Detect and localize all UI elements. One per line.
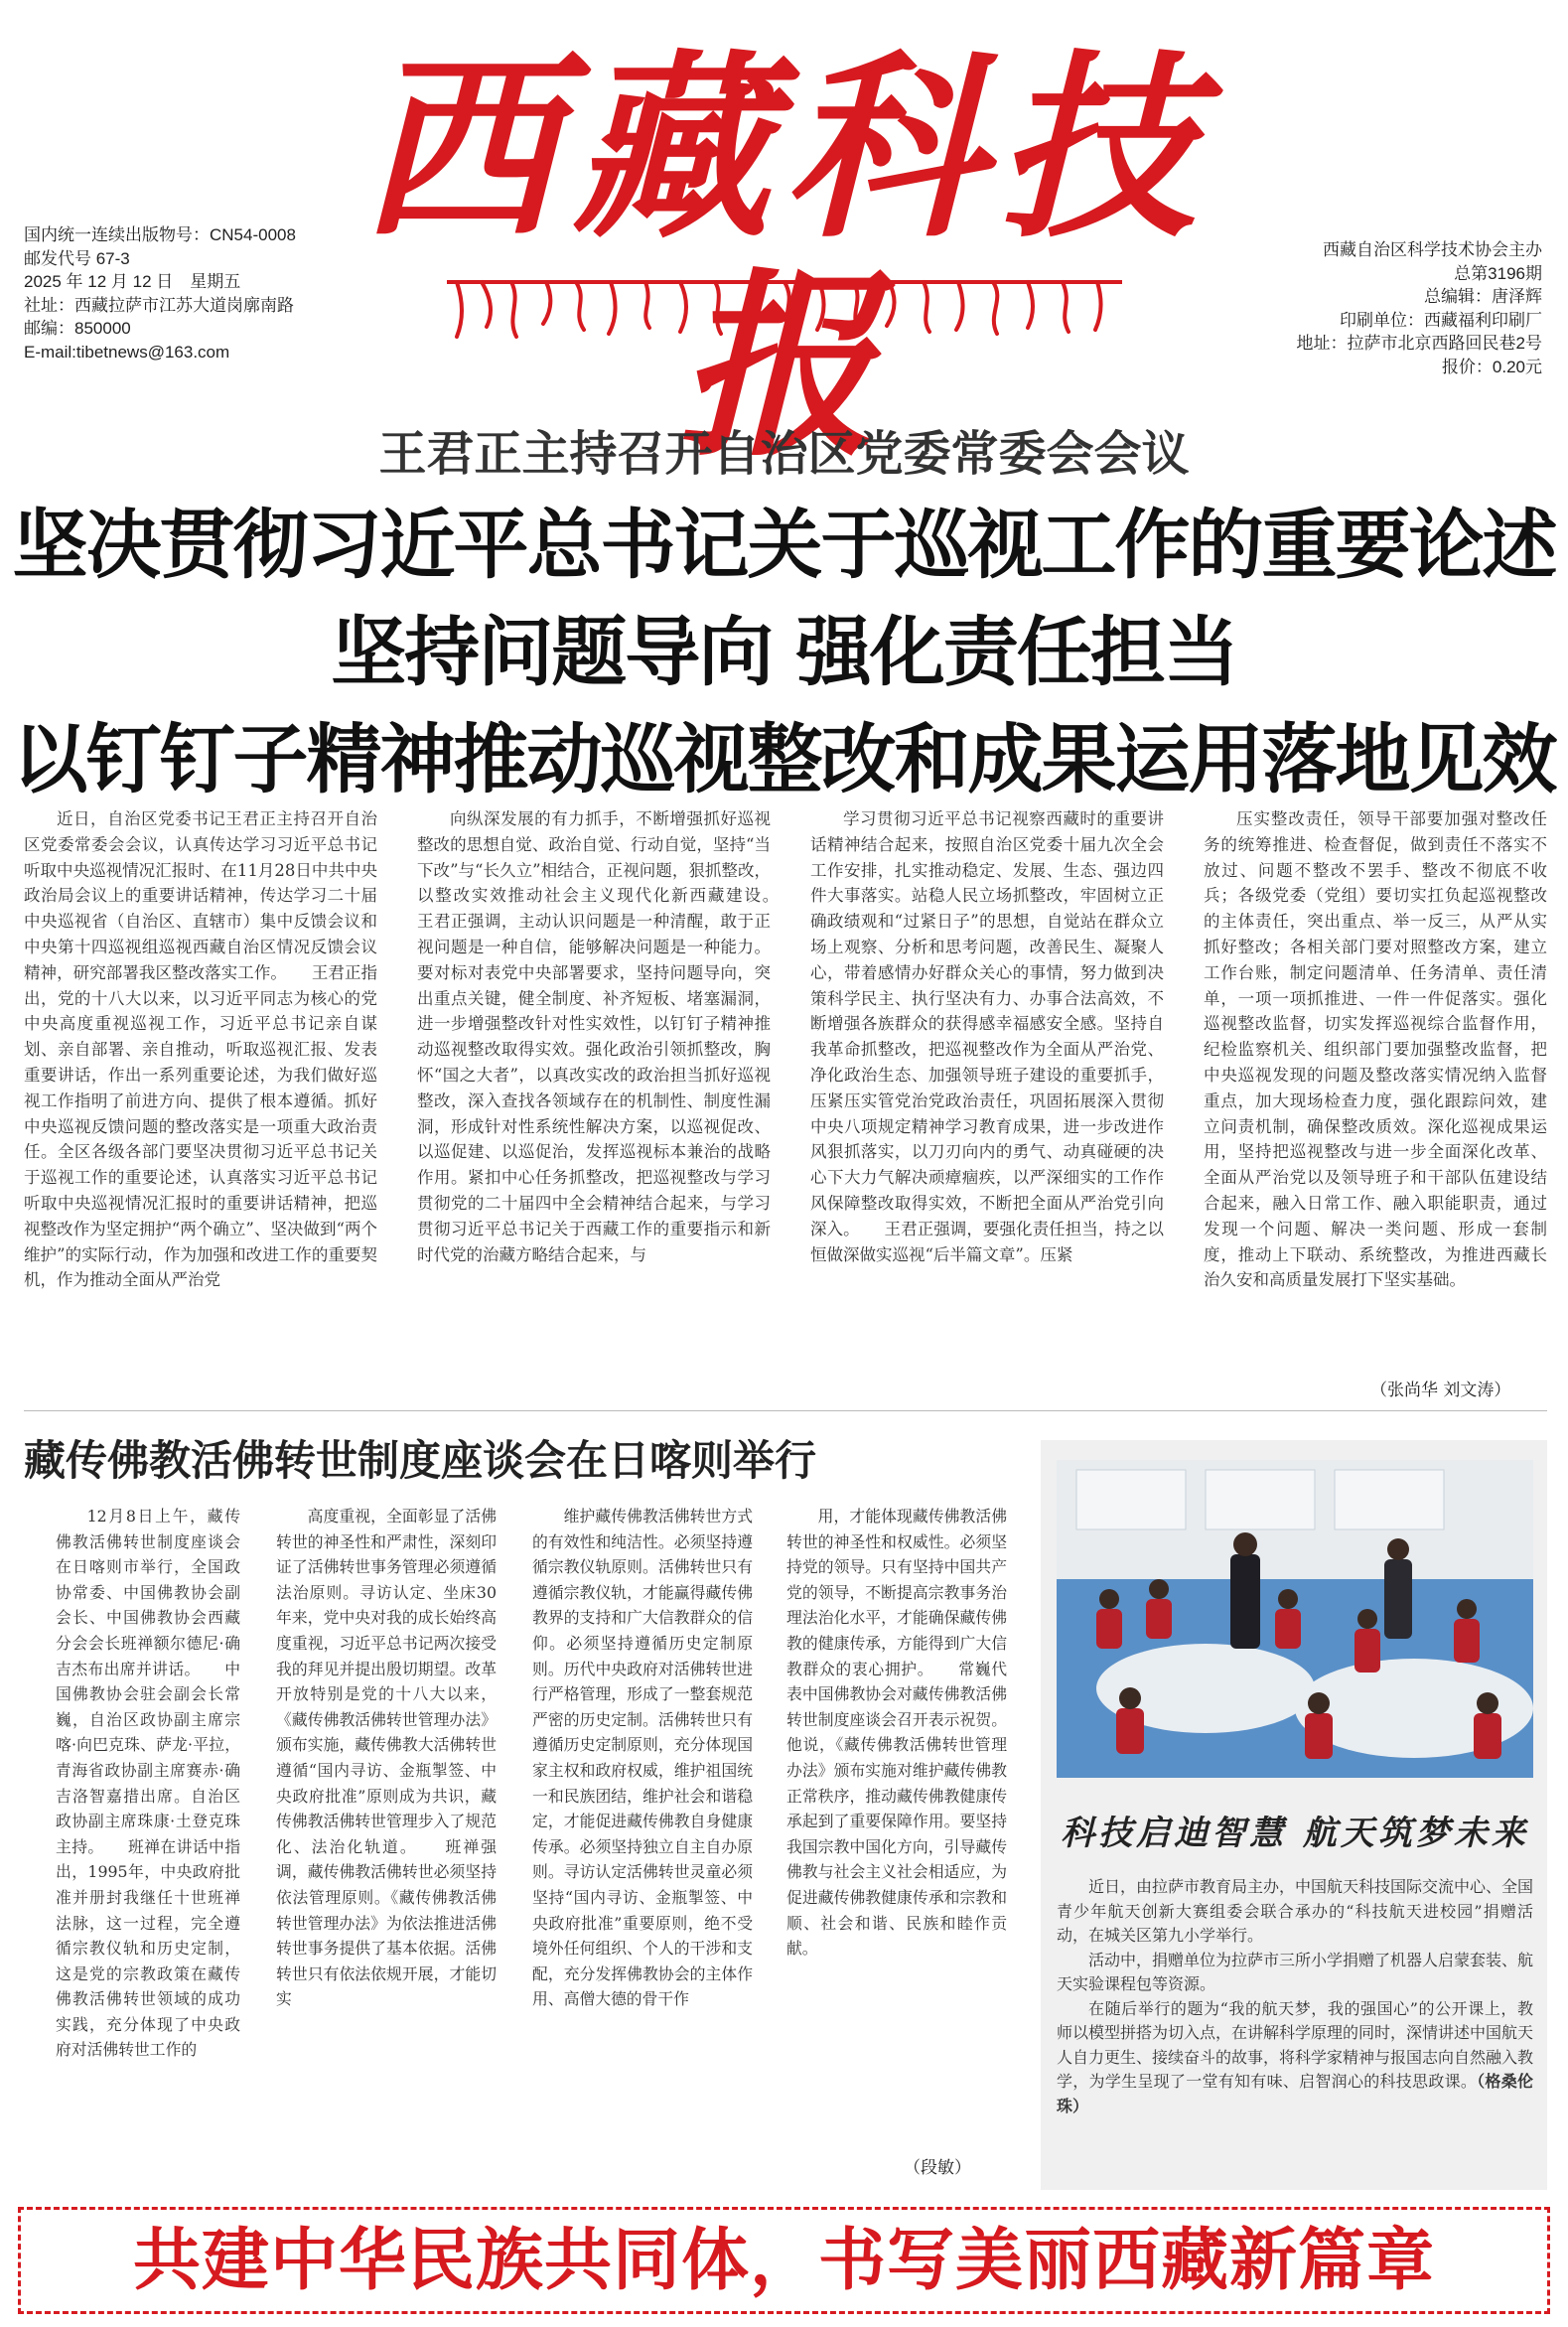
second-column-2: 高度重视，全面彰显了活佛转世的神圣性和严肃性，深刻印证了活佛转世事务管理必须遵循法治原则。寻访认定、坐床30年来，党中央对我的成长始终高度重视，习近平总书记两次接受我的拜见并提出殷切期望。改革开放特别是党的十八大以来，《藏传佛教活佛转世管理办法》颁布实施，藏传佛教大活佛转世遵循“国内寻访、金瓶掣签、中央政府批准”原则成为共识，藏传佛教活佛转世管理步入了规范化、法治化轨道。 班禅强调，藏传佛教活佛转世必须坚持依法管理原则。《藏传佛教活佛转世管理办法》为依法推进活佛转世事务提供了基本依据。活佛转世只有依法依规开展，才能切实 <box>276 1507 497 2009</box>
lead-column-2: 向纵深发展的有力抓手，不断增强抓好巡视整改的思想自觉、政治自觉、行动自觉，坚持“当下改”与“长久立”相结合，正视问题，狠抓整改，以整改实效推动社会主义现代化新西藏建设。 王君正强调，主动认识问题是一种清醒，敢于正视问题是一种自信，能够解决问题是一种能力。要对标对表党中央部署要求，坚持问题导向，突出重点关键，健全制度、补齐短板、堵塞漏洞，进一步增强整改针对性实效性，以钉钉子精神推动巡视整改取得实效。强化政治引领抓整改，胸怀“国之大者”，以真改实改的政治担当抓好巡视整改，深入查找各领域存在的机制性、制度性漏洞，形成针对性系统性解决方案，以巡视促改、以巡促建、以巡促治，发挥巡视标本兼治的战略作用。紧扣中心任务抓整改，把巡视整改与学习贯彻党的二十届四中全会精神结合起来，与学习贯彻习近平总书记关于西藏工作的重要指示和新时代党的治藏方略结合起来，与 <box>417 809 803 1264</box>
info-line: 地址：拉萨市北京西路回民巷2号 <box>1296 334 1542 353</box>
photo-story-text <box>1057 1875 1533 2118</box>
info-line: 邮编：850000 <box>24 319 131 338</box>
info-line: 社址：西藏拉萨市江苏大道岗廓南路 <box>24 295 294 315</box>
lead-byline: （张尚华 刘文涛） <box>1370 1381 1511 1400</box>
info-line: 国内统一连续出版物号：CN54-0008 <box>24 225 296 244</box>
photo-story-paragraph: 在随后举行的题为“我的航天梦，我的强国心”的公开课上，教师以模型拼搭为切入点，在讲解科学原理的同时，深情讲述中国航天人自力更生、接续奋斗的故事，将科学家精神与报国志向自然融入教学，为学生呈现了一堂有知有味、启智润心的科技思政课。（格桑伦珠） <box>1057 1998 1534 2115</box>
info-line: 总第3196期 <box>1454 263 1542 283</box>
masthead-title: 西藏科技报 <box>358 32 1210 484</box>
photo-story-title: 科技启迪智慧 航天筑梦未来 <box>1061 1814 1529 1853</box>
photo-story-paragraph: 近日，由拉萨市教育局主办，中国航天科技国际交流中心、全国青少年航天创新大赛组委会联合承办的“科技航天进校园”捐赠活动，在城关区第九小学举行。 <box>1057 1877 1534 1945</box>
lead-kicker: 王君正主持召开自治区党委常委会会议 <box>378 426 1190 482</box>
classroom-photo <box>1057 1460 1533 1778</box>
publication-info-left <box>24 223 296 364</box>
photo-story-byline: （格桑伦珠） <box>1057 2072 1533 2115</box>
lead-headline-2: 坚持问题导向 强化责任担当 <box>331 608 1237 696</box>
second-byline: （段敏） <box>904 2158 971 2178</box>
second-column-4: 用，才能体现藏传佛教活佛转世的神圣性和权威性。必须坚持党的领导。只有坚持中国共产党的领导，不断提高宗教事务治理法治化水平，才能确保藏传佛教的健康传承，方能得到广大信教群众的衷心拥护。 常巍代表中国佛教协会对藏传佛教活佛转世制度座谈会召开表示祝贺。他说，《藏传佛教活佛转世管理办法》颁布实施对维护藏传佛教正常秩序，推动藏传佛教健康传承起到了重要保障作用。要坚持我国宗教中国化方向，引导藏传佛教与社会主义社会相适应，为促进藏传佛教健康传承和宗教和顺、社会和谐、民族和睦作贡献。 <box>786 1507 1007 1959</box>
lead-column-3: 学习贯彻习近平总书记视察西藏时的重要讲话精神结合起来，按照自治区党委十届九次全会工作安排，扎实推动稳定、发展、生态、强边四件大事落实。站稳人民立场抓整改，牢固树立正确政绩观和“过紧日子”的思想，自觉站在群众立场上观察、分析和思考问题，改善民生、凝聚人心，带着感情办好群众关心的事情，努力做到决策科学民主、执行坚决有力、办事合法高效，不断增强各族群众的获得感幸福感安全感。坚持自我革命抓整改，把巡视整改作为全面从严治党、净化政治生态、加强领导班子建设的重要抓手，压紧压实管党治党政治责任，巩固拓展深入贯彻中央八项规定精神学习教育成果，进一步改进作风狠抓落实，以刀刃向内的勇气、动真碰硬的决心下大力气解决顽瘴痼疾，以严深细实的工作作风保障整改取得实效，不断把全面从严治党引向深入。 王君正强调，要强化责任担当，持之以恒做深做实巡视“后半篇文章”。压紧 <box>810 809 1164 1264</box>
info-line: 邮发代号 67-3 <box>24 248 130 268</box>
info-line: 总编辑：唐泽辉 <box>1424 287 1542 306</box>
info-line: 2025 年 12 月 12 日 星期五 <box>24 272 241 291</box>
tibetan-script-logo <box>437 260 1132 350</box>
second-column-1: 12月8日上午，藏传佛教活佛转世制度座谈会在日喀则市举行，全国政协常委、中国佛教协会副会长、中国佛教协会西藏分会会长班禅额尔德尼·确吉杰布出席并讲话。 中国佛教协会驻会副会长常巍，自治区政协副主席宗喀·向巴克珠、萨龙·平拉，青海省政协副主席赛赤·确吉洛智嘉措出席。自治区政协副主席珠康·土登克珠主持。 班禅在讲话中指出，1995年，中央政府批准并册封我继任十世班禅法脉，这一过程，完全遵循宗教仪轨和历史定制，这是党的宗教政策在藏传佛教活佛转世领域的成功实践，充分体现了中央政府对活佛转世工作的 <box>56 1507 240 2060</box>
second-column-3: 维护藏传佛教活佛转世方式的有效性和纯洁性。必须坚持遵循宗教仪轨原则。活佛转世只有遵循宗教仪轨，才能赢得藏传佛教界的支持和广大信教群众的信仰。必须坚持遵循历史定制原则。历代中央政府对活佛转世进行严格管理，形成了一整套规范严密的历史定制。活佛转世只有遵循历史定制原则，充分体现国家主权和政府权威，维护祖国统一和民族团结，维护社会和谐稳定，才能促进藏传佛教自身健康传承。必须坚持独立自主自办原则。寻访认定活佛转世灵童必须坚持“国内寻访、金瓶掣签、中央政府批准”重要原则，绝不受境外任何组织、个人的干涉和支配，充分发挥佛教协会的主体作用、高僧大德的骨干作 <box>532 1507 753 2009</box>
info-line: 西藏自治区科学技术协会主办 <box>1323 240 1542 259</box>
slogan-banner <box>18 2207 1550 2314</box>
lead-headline-1: 坚决贯彻习近平总书记关于巡视工作的重要论述 <box>12 501 1556 589</box>
info-line: 报价：0.20元 <box>1441 357 1542 376</box>
photo-story-paragraph: 活动中，捐赠单位为拉萨市三所小学捐赠了机器人启蒙套装、航天实验课程包等资源。 <box>1057 1950 1534 1993</box>
section-divider <box>24 1410 1547 1411</box>
lead-column-4: 压实整改责任，领导干部要加强对整改任务的统筹推进、检查督促，做到责任不落实不放过、问题不整改不罢手、整改不彻底不收兵；各级党委（党组）要切实扛负起巡视整改的主体责任，突出重点、举一反三，从严从实抓好整改；各相关部门要对照整改方案，建立工作台账，制定问题清单、任务清单、责任清单，一项一项抓推进、一件一件促落实。强化巡视整改监督，切实发挥巡视综合监督作用，纪检监察机关、组织部门要加强整改监督，把中央巡视发现的问题及整改落实情况纳入监督重点，加大现场检查力度，强化跟踪问效，建立问责机制，确保整改质效。深化巡视成果运用，坚持把巡视整改与进一步全面深化改革、全面从严治党以及领导班子和干部队伍建设结合起来，融入日常工作、融入职能职责，通过发现一个问题、解决一类问题、形成一套制度，推动上下联动、系统整改，为推进西藏长治久安和高质量发展打下坚实基础。 <box>1204 809 1547 1290</box>
slogan-text: 共建中华民族共同体，书写美丽西藏新篇章 <box>132 2221 1435 2300</box>
lead-headline-3: 以钉钉子精神推动巡视整改和成果运用落地见效 <box>12 715 1556 803</box>
second-story-title: 藏传佛教活佛转世制度座谈会在日喀则举行 <box>24 1436 817 1485</box>
info-line: E-mail:tibetnews@163.com <box>24 342 230 362</box>
lead-column-1: 近日，自治区党委书记王君正主持召开自治区党委常委会会议，认真传达学习习近平总书记听取中央巡视情况汇报时、在11月28日中共中央政治局会议上的重要讲话精神，传达学习二十届中央巡视省（自治区、直辖市）集中反馈会议和中央第十四巡视组巡视西藏自治区情况反馈会议精神，研究部署我区整改落实工作。 王君正指出，党的十八大以来，以习近平同志为核心的党中央高度重视巡视工作，习近平总书记亲自谋划、亲自部署、亲自推动，听取巡视汇报、发表重要讲话，作出一系列重要论述，为我们做好巡视工作指明了前进方向、提供了根本遵循。抓好中央巡视反馈问题的整改落实是一项重大政治责任。全区各级各部门要坚决贯彻习近平总书记关于巡视工作的重要论述，认真落实习近平总书记听取中央巡视情况汇报时的重要讲话精神，把巡视整改作为坚定拥护“两个确立”、坚决做到“两个维护”的实际行动，作为加强和改进工作的重要契机，作为推动全面从严治党 <box>24 809 377 1290</box>
publication-info-right <box>1297 238 1542 378</box>
info-line: 印刷单位：西藏福利印刷厂 <box>1340 310 1542 330</box>
